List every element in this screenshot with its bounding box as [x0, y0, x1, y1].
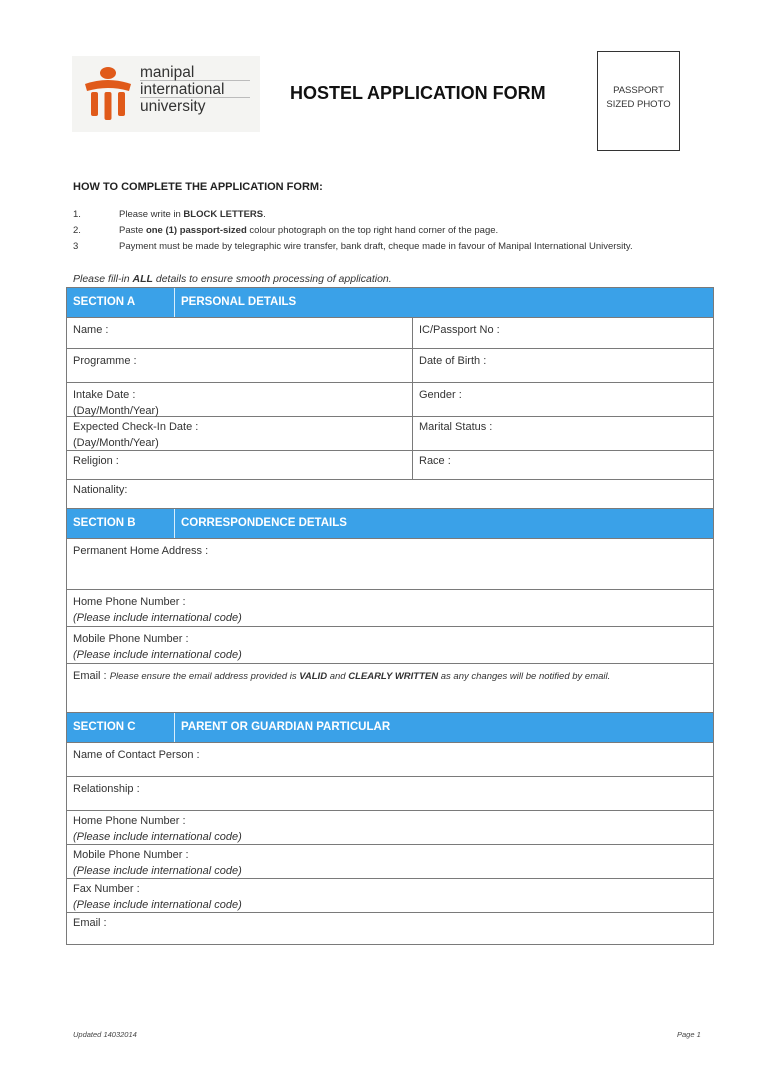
instruction-bold: one (1) passport-sized [145, 225, 247, 236]
section-c-table [66, 712, 714, 945]
check-in-date-field[interactable] [73, 419, 198, 451]
manipal-logo-mark-icon [82, 64, 134, 122]
instruction-item [73, 225, 498, 236]
instruction-text: Payment must be made by telegraphic wire transfer, bank draft, cheque made in favour of Manipal International University. [119, 241, 633, 252]
cell-divider [412, 318, 413, 348]
form-row [67, 349, 713, 383]
logo-line: manipal [140, 64, 195, 81]
gender-field[interactable]: Gender : [419, 389, 462, 401]
section-c-header [67, 712, 713, 743]
form-title: HOSTEL APPLICATION FORM [290, 83, 546, 103]
contact-person-field[interactable]: Name of Contact Person : [73, 749, 200, 761]
field-label: Home Phone Number : [73, 596, 186, 608]
field-sublabel: (Please include international code) [73, 649, 242, 661]
section-b-header [67, 508, 713, 539]
name-field[interactable]: Name : [73, 324, 109, 336]
field-sublabel: (Please include international code) [73, 612, 242, 624]
date-of-birth-field[interactable]: Date of Birth : [419, 355, 487, 367]
instruction-text: colour photograph on the top right hand corner of the page. [246, 225, 499, 236]
section-title: CORRESPONDENCE DETAILS [181, 517, 347, 529]
section-title: PARENT OR GUARDIAN PARTICULAR [181, 721, 391, 733]
field-label: Home Phone Number : [73, 815, 186, 827]
section-a-header [67, 287, 713, 318]
cell-divider [412, 383, 413, 416]
form-row [67, 913, 713, 944]
header-divider [174, 288, 175, 317]
relationship-field[interactable]: Relationship : [73, 783, 140, 795]
photo-box-label: PASSPORT [613, 85, 664, 96]
field-sublabel: (Day/Month/Year) [73, 437, 159, 449]
note-text: details to ensure smooth processing of application. [152, 273, 392, 285]
fill-all-note [73, 273, 392, 285]
logo-line: international [140, 81, 225, 98]
instruction-number: 3 [73, 241, 79, 252]
form-row [67, 777, 713, 811]
instruction-item [73, 209, 266, 220]
nationality-field[interactable]: Nationality: [73, 484, 128, 496]
instruction-bold: BLOCK LETTERS [183, 209, 264, 220]
intake-date-field[interactable] [73, 387, 159, 419]
cell-divider [412, 417, 413, 450]
field-sublabel: (Please include international code) [73, 865, 242, 877]
instructions-heading: HOW TO COMPLETE THE APPLICATION FORM: [73, 181, 323, 193]
field-label: Fax Number : [73, 883, 140, 895]
guardian-mobile-phone-field[interactable] [73, 847, 242, 879]
header-divider [174, 713, 175, 742]
field-sublabel: (Please include international code) [73, 831, 242, 843]
email-note: and [327, 671, 349, 682]
instruction-text: Paste [119, 225, 146, 236]
email-field[interactable] [73, 668, 610, 685]
form-row [67, 480, 713, 508]
cell-divider [412, 349, 413, 382]
footer-page-number: Page 1 [677, 1030, 701, 1039]
instruction-text: Please write in [119, 209, 184, 220]
email-note: Please ensure the email address provided is [109, 671, 300, 682]
section-title: PERSONAL DETAILS [181, 296, 297, 308]
form-row [67, 845, 713, 879]
instruction-text: . [263, 209, 266, 220]
form-row [67, 451, 713, 480]
form-row [67, 383, 713, 417]
passport-photo-box[interactable] [597, 51, 680, 151]
section-a-table [66, 287, 714, 508]
form-row [67, 590, 713, 627]
field-label: Mobile Phone Number : [73, 849, 189, 861]
field-sublabel: (Day/Month/Year) [73, 405, 159, 417]
email-note-bold: VALID [299, 671, 328, 682]
instruction-number: 1. [73, 209, 81, 220]
form-row [67, 743, 713, 777]
home-address-field[interactable]: Permanent Home Address : [73, 545, 209, 557]
instruction-item [73, 241, 633, 252]
programme-field[interactable]: Programme : [73, 355, 137, 367]
form-row [67, 879, 713, 913]
religion-field[interactable]: Religion : [73, 455, 119, 467]
mobile-phone-field[interactable] [73, 631, 242, 663]
note-text: Please fill-in [73, 273, 133, 285]
section-code: SECTION B [73, 517, 136, 529]
email-note: as any changes will be notified by email. [438, 671, 611, 682]
guardian-home-phone-field[interactable] [73, 813, 242, 845]
section-code: SECTION A [73, 296, 136, 308]
field-label: Expected Check-In Date : [73, 421, 199, 433]
logo-line: university [140, 98, 206, 115]
ic-passport-field[interactable]: IC/Passport No : [419, 324, 500, 336]
header-divider [174, 509, 175, 538]
guardian-fax-field[interactable] [73, 881, 242, 913]
section-code: SECTION C [73, 721, 136, 733]
logo-wordmark [140, 64, 224, 115]
marital-status-field[interactable]: Marital Status : [419, 421, 493, 433]
email-note-bold: CLEARLY WRITTEN [348, 671, 439, 682]
field-sublabel: (Please include international code) [73, 899, 242, 911]
note-bold: ALL [132, 273, 153, 285]
form-row [67, 811, 713, 845]
instruction-number: 2. [73, 225, 81, 236]
form-row [67, 417, 713, 451]
university-logo [72, 56, 260, 132]
form-row [67, 664, 713, 712]
field-label: Mobile Phone Number : [73, 633, 189, 645]
form-row [67, 318, 713, 349]
form-row [67, 539, 713, 590]
home-phone-field[interactable] [73, 594, 242, 626]
race-field[interactable]: Race : [419, 455, 451, 467]
section-b-table [66, 508, 714, 712]
footer-updated: Updated 14032014 [73, 1030, 137, 1039]
guardian-email-field[interactable]: Email : [73, 917, 107, 929]
photo-box-label: SIZED PHOTO [606, 99, 671, 110]
form-row [67, 627, 713, 664]
field-label: Email : [73, 670, 110, 682]
cell-divider [412, 451, 413, 479]
field-label: Intake Date : [73, 389, 136, 401]
